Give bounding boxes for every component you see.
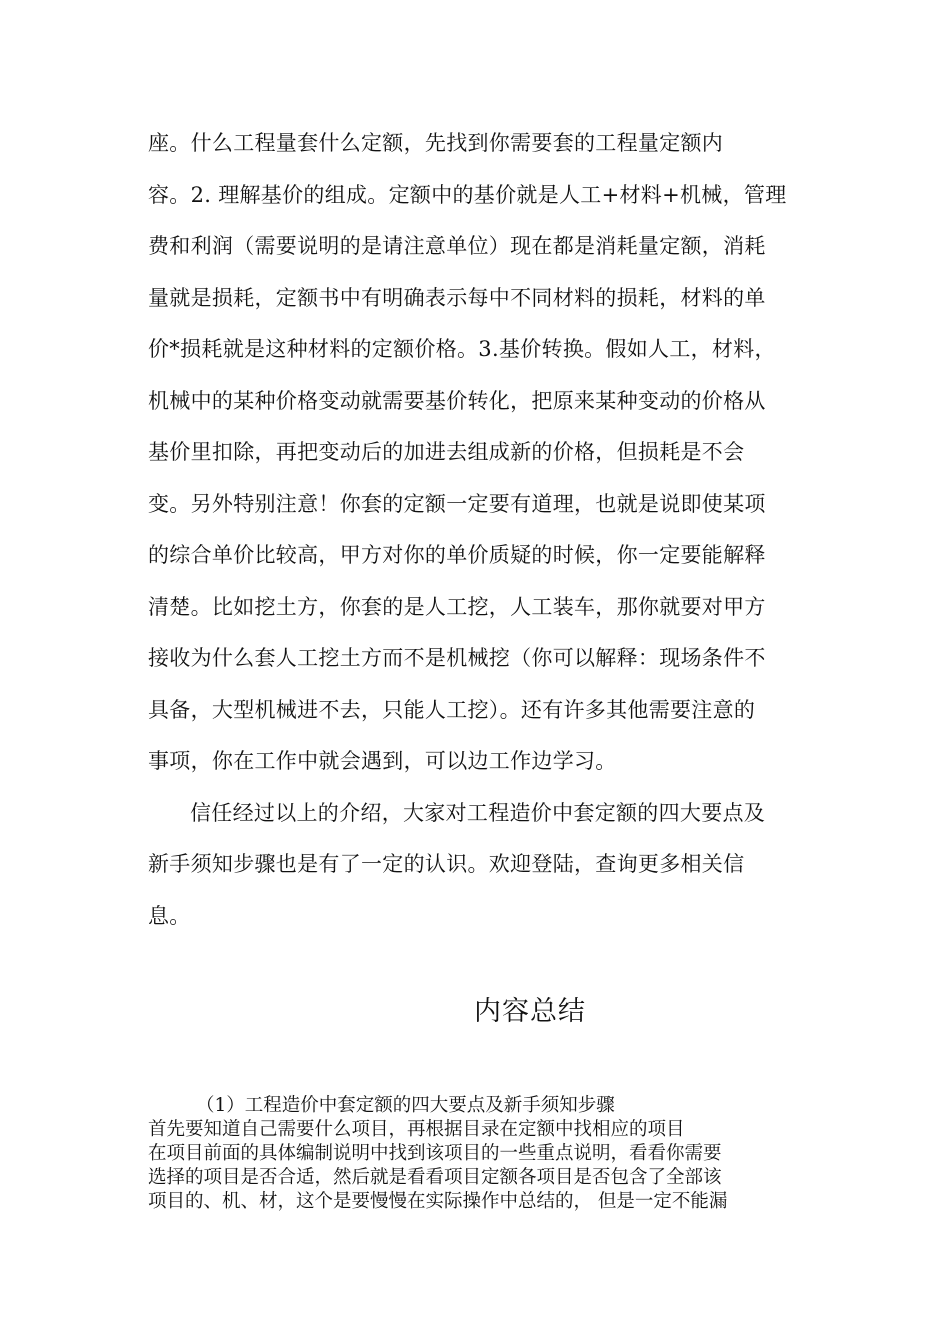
closing-line: 新手须知步骤也是有了一定的认识。欢迎登陆，查询更多相关信 bbox=[148, 852, 745, 876]
summary-line: 首先要知道自己需要什么项目，再根据目录在定额中找相应的项目 bbox=[148, 1119, 685, 1140]
body-paragraph bbox=[148, 118, 803, 942]
body-line: 容。2. 理解基价的组成。定额中的基价就是人工+材料+机械，管理 bbox=[148, 182, 787, 207]
body-line: 具备，大型机械进不去，只能人工挖）。还有许多其他需要注意的 bbox=[148, 697, 756, 722]
summary-heading: （1）工程造价中套定额的四大要点及新手须知步骤 bbox=[196, 1095, 615, 1116]
body-line: 机械中的某种价格变动就需要基价转化，把原来某种变动的价格从 bbox=[148, 388, 766, 413]
body-line: 变。另外特别注意！你套的定额一定要有道理，也就是说即使某项 bbox=[148, 491, 766, 516]
closing-line: 息。 bbox=[148, 903, 191, 928]
body-line: 价*损耗就是这种材料的定额价格。3.基价转换。假如人工，材料， bbox=[148, 337, 776, 361]
body-line: 量就是损耗，定额书中有明确表示每中不同材料的损耗，材料的单 bbox=[148, 285, 766, 310]
summary-block bbox=[148, 1094, 808, 1214]
body-line: 清楚。比如挖土方，你套的是人工挖，人工装车，那你就要对甲方 bbox=[148, 594, 766, 619]
closing-line: 信任经过以上的介绍，大家对工程造价中套定额的四大要点及 bbox=[190, 800, 766, 825]
body-line: 接收为什么套人工挖土方而不是机械挖（你可以解释：现场条件不 bbox=[148, 646, 766, 670]
body-line: 的综合单价比较高，甲方对你的单价质疑的时候，你一定要能解释 bbox=[148, 543, 766, 567]
body-line: 座。什么工程量套什么定额，先找到你需要套的工程量定额内 bbox=[148, 131, 724, 155]
body-line: 事项，你在工作中就会遇到，可以边工作边学习。 bbox=[148, 749, 617, 773]
summary-line: 项目的、机、材，这个是要慢慢在实际操作中总结的， 但是一定不能漏 bbox=[148, 1191, 728, 1212]
body-line: 费和利润（需要说明的是请注意单位）现在都是消耗量定额，消耗 bbox=[148, 234, 766, 258]
body-line: 基价里扣除，再把变动后的加进去组成新的价格，但损耗是不会 bbox=[148, 440, 745, 464]
section-title: 内容总结 bbox=[474, 996, 586, 1027]
summary-line: 在项目前面的具体编制说明中找到该项目的一些重点说明，看看你需要 bbox=[148, 1143, 722, 1164]
summary-line: 选择的项目是否合适，然后就是看看项目定额各项目是否包含了全部该 bbox=[148, 1167, 722, 1188]
